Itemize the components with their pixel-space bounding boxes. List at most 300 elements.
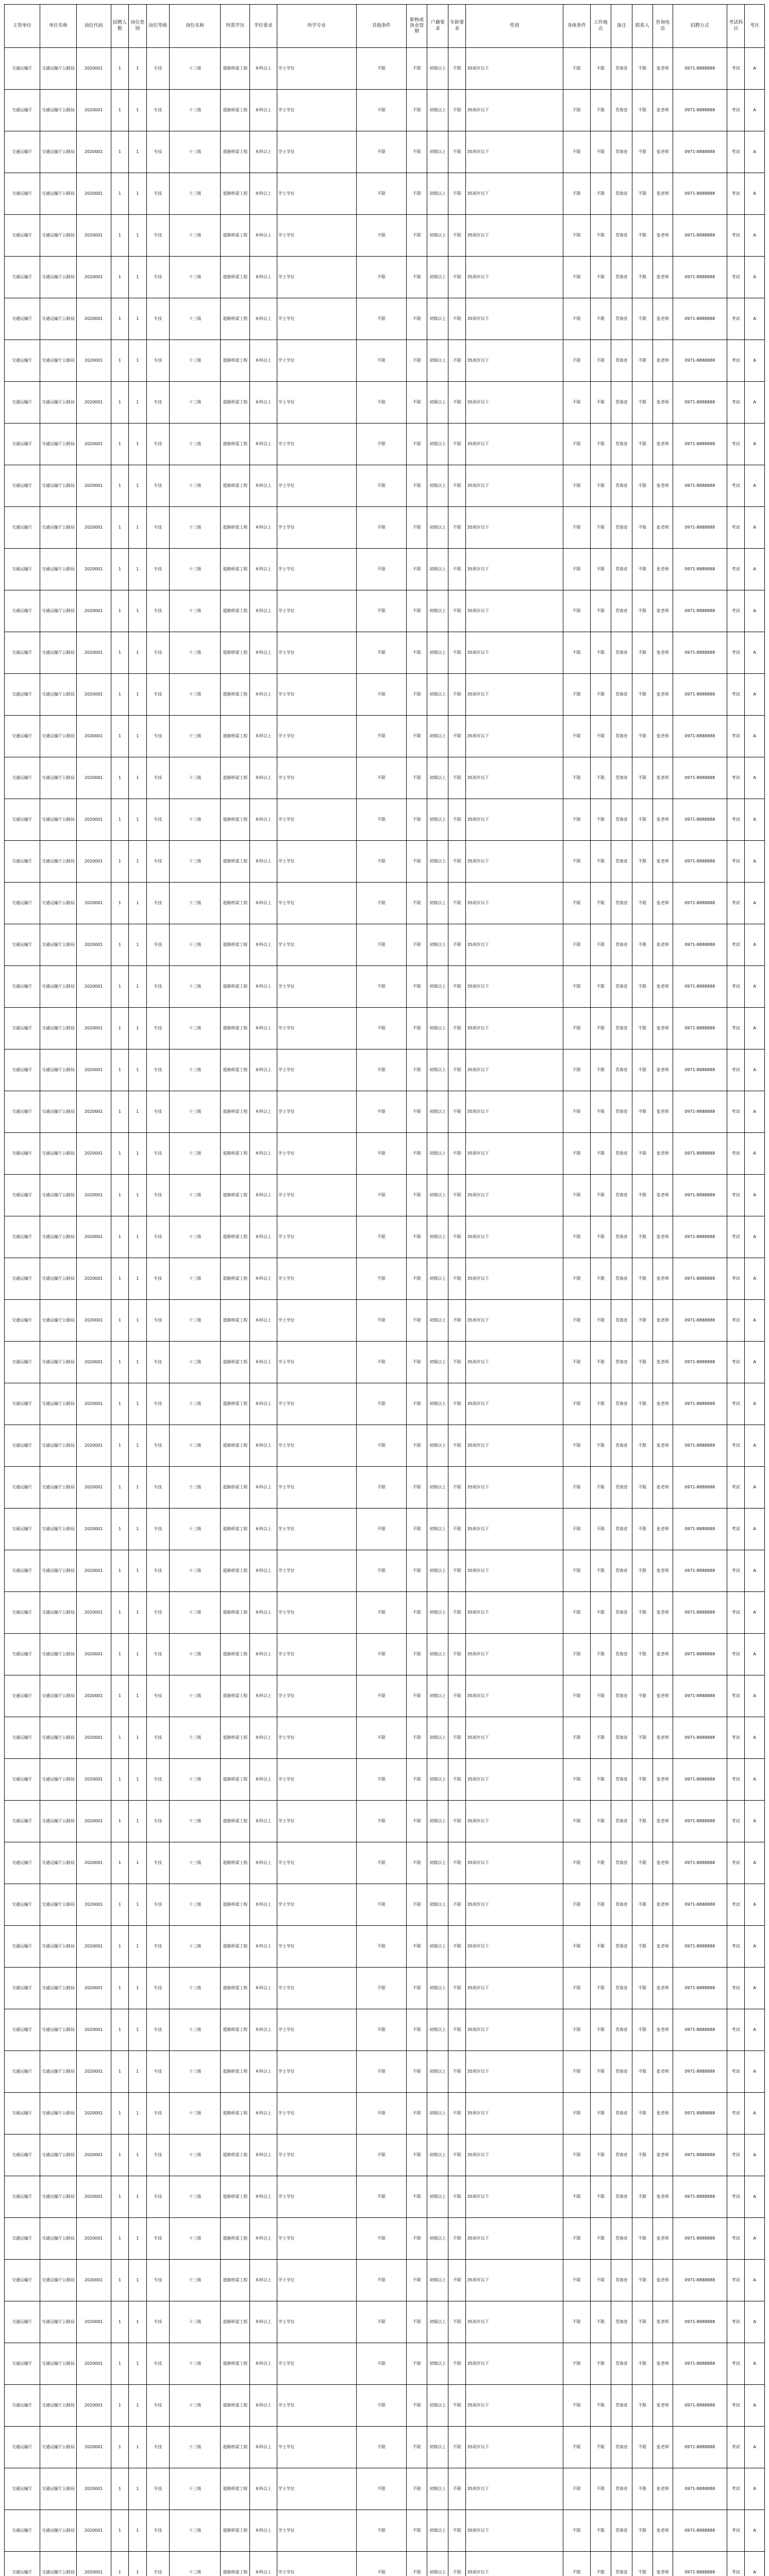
table-row xyxy=(5,1509,765,1550)
table-cell: 道路桥梁工程 xyxy=(221,841,250,883)
table-cell: 35周岁以下 xyxy=(466,674,563,716)
table-cell: 十三级 xyxy=(170,1968,221,2009)
table-cell: 本科以上 xyxy=(250,1467,277,1509)
table-cell: 2020001 xyxy=(76,1258,111,1300)
table-cell: 0971-8888888 xyxy=(673,2510,727,2552)
table-row xyxy=(5,1717,765,1759)
table-cell: 不限 xyxy=(406,1049,427,1091)
table-cell: 考试 xyxy=(727,883,744,924)
table-cell: 1 xyxy=(111,1509,128,1550)
table-cell: 1 xyxy=(129,757,146,799)
table-cell: 不限 xyxy=(448,1675,465,1717)
table-cell: 2020001 xyxy=(76,2134,111,2176)
table-cell: 不限 xyxy=(356,966,406,1008)
table-cell: 本科以上 xyxy=(250,549,277,590)
table-cell: 1 xyxy=(111,2301,128,2343)
table-cell: 不限 xyxy=(356,883,406,924)
table-cell: 0971-8888888 xyxy=(673,1383,727,1425)
table-cell: 不限 xyxy=(406,382,427,423)
table-cell: 不限 xyxy=(563,1133,590,1175)
table-cell: 本科以上 xyxy=(250,1342,277,1383)
table-cell: 不限 xyxy=(590,1258,611,1300)
table-cell: 1 xyxy=(129,173,146,215)
table-cell: 35周岁以下 xyxy=(466,2134,563,2176)
table-cell: 不限 xyxy=(590,1216,611,1258)
table-cell: 交通运输厅公路局 xyxy=(40,215,76,257)
table-cell: 不限 xyxy=(448,1425,465,1467)
table-cell: 不限 xyxy=(590,1509,611,1550)
table-cell: A xyxy=(745,799,765,841)
table-cell: 不限 xyxy=(632,1342,653,1383)
table-cell: 2020001 xyxy=(76,257,111,298)
table-cell: 不限 xyxy=(448,716,465,757)
table-cell: 十三级 xyxy=(170,883,221,924)
table-cell: 张老师 xyxy=(653,298,673,340)
table-cell: 不限 xyxy=(406,674,427,716)
table-cell: 交通运输厅公路局 xyxy=(40,1300,76,1342)
table-cell: 青海省 xyxy=(611,48,632,90)
table-cell: 交通运输厅 xyxy=(5,2510,40,2552)
table-row xyxy=(5,2301,765,2343)
table-cell: 1 xyxy=(111,1383,128,1425)
table-cell: 本科以上 xyxy=(250,1175,277,1216)
table-cell: 不限 xyxy=(632,2552,653,2576)
table-cell: 1 xyxy=(129,632,146,674)
table-row xyxy=(5,590,765,632)
table-cell: 不限 xyxy=(590,48,611,90)
table-cell: 交通运输厅 xyxy=(5,2468,40,2510)
table-cell: 青海省 xyxy=(611,1968,632,2009)
table-cell: 青海省 xyxy=(611,1550,632,1592)
table-cell: 不限 xyxy=(406,215,427,257)
table-cell: 不限 xyxy=(632,1842,653,1884)
table-row xyxy=(5,2093,765,2134)
table-cell: 道路桥梁工程 xyxy=(221,590,250,632)
table-cell: 0971-8888888 xyxy=(673,1675,727,1717)
table-cell: 交通运输厅公路局 xyxy=(40,2176,76,2218)
column-header: 备注 xyxy=(611,5,632,48)
table-cell: 不限 xyxy=(590,1049,611,1091)
table-cell: 专技 xyxy=(146,966,170,1008)
table-cell: 交通运输厅 xyxy=(5,507,40,549)
column-header: 联系人 xyxy=(632,5,653,48)
table-cell: 张老师 xyxy=(653,1342,673,1383)
table-cell: 本科以上 xyxy=(250,1008,277,1049)
table-cell: 交通运输厅 xyxy=(5,2176,40,2218)
table-cell: 不限 xyxy=(406,2510,427,2552)
table-cell: A xyxy=(745,48,765,90)
table-cell: 2020001 xyxy=(76,1467,111,1509)
table-cell: 考试 xyxy=(727,1342,744,1383)
table-cell: 交通运输厅公路局 xyxy=(40,632,76,674)
table-cell: 35周岁以下 xyxy=(466,1592,563,1634)
table-cell: 0971-8888888 xyxy=(673,2009,727,2051)
table-cell: 35周岁以下 xyxy=(466,1008,563,1049)
table-cell: 不限 xyxy=(448,2343,465,2385)
table-cell: 学士学位 xyxy=(277,507,356,549)
table-row xyxy=(5,1842,765,1884)
table-cell: 本科以上 xyxy=(250,1133,277,1175)
table-cell: 本科以上 xyxy=(250,2051,277,2093)
table-cell: 不限 xyxy=(632,716,653,757)
table-cell: 道路桥梁工程 xyxy=(221,2510,250,2552)
table-cell: 初级以上 xyxy=(427,966,448,1008)
table-cell: 1 xyxy=(111,1968,128,2009)
table-cell: 道路桥梁工程 xyxy=(221,966,250,1008)
table-row xyxy=(5,799,765,841)
table-cell: 考试 xyxy=(727,423,744,465)
table-cell: 初级以上 xyxy=(427,841,448,883)
table-cell: A xyxy=(745,590,765,632)
table-cell: 专技 xyxy=(146,2510,170,2552)
table-cell: 0971-8888888 xyxy=(673,1968,727,2009)
table-cell: 青海省 xyxy=(611,1049,632,1091)
table-cell: 不限 xyxy=(448,1509,465,1550)
table-cell: 交通运输厅公路局 xyxy=(40,2510,76,2552)
table-cell: 张老师 xyxy=(653,1717,673,1759)
table-cell: 专技 xyxy=(146,1634,170,1675)
table-cell: 交通运输厅 xyxy=(5,1342,40,1383)
table-cell: 不限 xyxy=(563,1300,590,1342)
table-cell: 道路桥梁工程 xyxy=(221,1425,250,1467)
table-cell: 专技 xyxy=(146,423,170,465)
table-cell: 学士学位 xyxy=(277,1592,356,1634)
table-cell: 不限 xyxy=(632,590,653,632)
table-cell: 1 xyxy=(129,1342,146,1383)
table-cell: 考试 xyxy=(727,799,744,841)
table-cell: 交通运输厅公路局 xyxy=(40,1383,76,1425)
table-cell: 不限 xyxy=(563,757,590,799)
table-cell: 学士学位 xyxy=(277,1842,356,1884)
column-header: 年龄要求 xyxy=(448,5,465,48)
column-header: 咨询电话 xyxy=(653,5,673,48)
table-cell: 不限 xyxy=(448,883,465,924)
table-cell: 不限 xyxy=(563,1801,590,1842)
table-cell: 初级以上 xyxy=(427,757,448,799)
table-cell: 张老师 xyxy=(653,966,673,1008)
table-cell: 考试 xyxy=(727,2427,744,2468)
table-cell: 1 xyxy=(111,883,128,924)
table-cell: 十三级 xyxy=(170,1592,221,1634)
table-cell: 35周岁以下 xyxy=(466,841,563,883)
table-cell: 1 xyxy=(111,799,128,841)
table-cell: 十三级 xyxy=(170,1258,221,1300)
table-cell: 交通运输厅公路局 xyxy=(40,2301,76,2343)
table-cell: 考试 xyxy=(727,173,744,215)
table-cell: 十三级 xyxy=(170,1467,221,1509)
table-cell: 初级以上 xyxy=(427,131,448,173)
table-cell: 不限 xyxy=(632,131,653,173)
table-cell: 初级以上 xyxy=(427,90,448,131)
table-cell: 专技 xyxy=(146,1550,170,1592)
table-cell: 本科以上 xyxy=(250,1675,277,1717)
table-cell: 专技 xyxy=(146,2552,170,2576)
table-cell: 不限 xyxy=(448,423,465,465)
table-cell: 不限 xyxy=(632,2427,653,2468)
table-cell: 0971-8888888 xyxy=(673,757,727,799)
table-cell: 0971-8888888 xyxy=(673,507,727,549)
table-cell: 35周岁以下 xyxy=(466,1675,563,1717)
table-cell: 不限 xyxy=(590,465,611,507)
table-cell: A xyxy=(745,90,765,131)
table-cell: 2020001 xyxy=(76,1717,111,1759)
table-cell: 0971-8888888 xyxy=(673,1759,727,1801)
table-cell: 1 xyxy=(129,1842,146,1884)
table-cell: 不限 xyxy=(406,131,427,173)
table-cell: 张老师 xyxy=(653,590,673,632)
table-cell: 0971-8888888 xyxy=(673,1133,727,1175)
table-cell: 道路桥梁工程 xyxy=(221,924,250,966)
table-cell: 0971-8888888 xyxy=(673,1425,727,1467)
table-cell: 考试 xyxy=(727,2260,744,2301)
table-cell: 道路桥梁工程 xyxy=(221,507,250,549)
table-cell: 不限 xyxy=(563,90,590,131)
table-cell: 十三级 xyxy=(170,173,221,215)
table-cell: 学士学位 xyxy=(277,1717,356,1759)
table-cell: 本科以上 xyxy=(250,1968,277,2009)
table-cell: 不限 xyxy=(632,1467,653,1509)
table-row xyxy=(5,465,765,507)
table-cell: 0971-8888888 xyxy=(673,2051,727,2093)
table-cell: 不限 xyxy=(448,1216,465,1258)
table-cell: 不限 xyxy=(448,1634,465,1675)
table-cell: 考试 xyxy=(727,1842,744,1884)
table-cell: 考试 xyxy=(727,1592,744,1634)
table-cell: 交通运输厅公路局 xyxy=(40,799,76,841)
table-cell: 青海省 xyxy=(611,2468,632,2510)
table-cell: 1 xyxy=(111,1133,128,1175)
table-cell: 0971-8888888 xyxy=(673,2176,727,2218)
table-cell: 不限 xyxy=(632,423,653,465)
table-cell: 0971-8888888 xyxy=(673,1550,727,1592)
table-cell: 不限 xyxy=(563,632,590,674)
table-cell: 不限 xyxy=(406,1634,427,1675)
table-cell: 35周岁以下 xyxy=(466,1342,563,1383)
table-cell: 2020001 xyxy=(76,2468,111,2510)
table-cell: 不限 xyxy=(406,716,427,757)
table-cell: 学士学位 xyxy=(277,2468,356,2510)
table-cell: 不限 xyxy=(406,1842,427,1884)
table-cell: 交通运输厅公路局 xyxy=(40,1801,76,1842)
table-cell: 十三级 xyxy=(170,1133,221,1175)
table-cell: 2020001 xyxy=(76,1509,111,1550)
table-cell: 不限 xyxy=(590,1634,611,1675)
table-cell: 35周岁以下 xyxy=(466,799,563,841)
table-cell: 交通运输厅 xyxy=(5,2051,40,2093)
table-cell: 学士学位 xyxy=(277,1133,356,1175)
table-cell: 不限 xyxy=(406,423,427,465)
table-cell: 不限 xyxy=(448,2260,465,2301)
table-cell: 35周岁以下 xyxy=(466,757,563,799)
table-cell: 十三级 xyxy=(170,48,221,90)
table-cell: 专技 xyxy=(146,1258,170,1300)
table-cell: 1 xyxy=(129,465,146,507)
table-cell: 1 xyxy=(111,340,128,382)
table-cell: 1 xyxy=(111,1842,128,1884)
table-cell: 不限 xyxy=(356,2510,406,2552)
table-cell: 不限 xyxy=(448,1884,465,1926)
table-cell: 不限 xyxy=(406,2218,427,2260)
table-cell: 不限 xyxy=(632,1675,653,1717)
table-cell: 交通运输厅 xyxy=(5,924,40,966)
table-cell: 不限 xyxy=(563,674,590,716)
table-cell: 不限 xyxy=(406,1884,427,1926)
table-cell: 不限 xyxy=(448,1091,465,1133)
table-cell: 1 xyxy=(129,1175,146,1216)
table-cell: 十三级 xyxy=(170,1175,221,1216)
table-cell: 交通运输厅公路局 xyxy=(40,1467,76,1509)
table-cell: 不限 xyxy=(406,841,427,883)
table-cell: 本科以上 xyxy=(250,841,277,883)
table-cell: 不限 xyxy=(563,2260,590,2301)
table-cell: 不限 xyxy=(356,173,406,215)
table-cell: 35周岁以下 xyxy=(466,1091,563,1133)
table-cell: 不限 xyxy=(632,924,653,966)
table-cell: 不限 xyxy=(356,716,406,757)
table-cell: 交通运输厅 xyxy=(5,340,40,382)
table-cell: 本科以上 xyxy=(250,2343,277,2385)
table-cell: 交通运输厅 xyxy=(5,883,40,924)
table-cell: 十三级 xyxy=(170,2176,221,2218)
table-cell: 35周岁以下 xyxy=(466,257,563,298)
table-cell: A xyxy=(745,757,765,799)
table-cell: 不限 xyxy=(406,757,427,799)
table-cell: 不限 xyxy=(406,1717,427,1759)
table-cell: 0971-8888888 xyxy=(673,2134,727,2176)
table-cell: 专技 xyxy=(146,924,170,966)
table-cell: 2020001 xyxy=(76,1884,111,1926)
table-cell: 道路桥梁工程 xyxy=(221,1801,250,1842)
table-cell: 不限 xyxy=(356,2093,406,2134)
table-cell: 不限 xyxy=(563,2427,590,2468)
table-row xyxy=(5,1550,765,1592)
table-cell: 交通运输厅公路局 xyxy=(40,1049,76,1091)
table-cell: 道路桥梁工程 xyxy=(221,1675,250,1717)
table-cell: 35周岁以下 xyxy=(466,2385,563,2427)
table-cell: 35周岁以下 xyxy=(466,1467,563,1509)
table-cell: 学士学位 xyxy=(277,48,356,90)
table-cell: A xyxy=(745,2009,765,2051)
table-cell: 初级以上 xyxy=(427,1926,448,1968)
table-cell: 初级以上 xyxy=(427,1592,448,1634)
table-cell: 青海省 xyxy=(611,799,632,841)
column-header: 职称或执业资格 xyxy=(406,5,427,48)
table-cell: 交通运输厅 xyxy=(5,173,40,215)
table-cell: 专技 xyxy=(146,382,170,423)
table-cell: 1 xyxy=(111,465,128,507)
table-cell: 十三级 xyxy=(170,215,221,257)
column-header: 工作地点 xyxy=(590,5,611,48)
table-cell: 张老师 xyxy=(653,215,673,257)
table-cell: 专技 xyxy=(146,340,170,382)
table-cell: 交通运输厅 xyxy=(5,1175,40,1216)
table-cell: 不限 xyxy=(448,215,465,257)
table-cell: 不限 xyxy=(356,340,406,382)
table-cell: 不限 xyxy=(356,1968,406,2009)
table-cell: 35周岁以下 xyxy=(466,2301,563,2343)
table-cell: 本科以上 xyxy=(250,2260,277,2301)
table-cell: 初级以上 xyxy=(427,1801,448,1842)
table-cell: 不限 xyxy=(448,382,465,423)
table-cell: A xyxy=(745,1300,765,1342)
table-cell: 专技 xyxy=(146,1383,170,1425)
table-cell: 不限 xyxy=(590,2343,611,2385)
table-cell: 青海省 xyxy=(611,173,632,215)
table-cell: 交通运输厅 xyxy=(5,1300,40,1342)
table-cell: 专技 xyxy=(146,1008,170,1049)
table-cell: 35周岁以下 xyxy=(466,2468,563,2510)
table-cell: 2020001 xyxy=(76,2093,111,2134)
table-cell: 十三级 xyxy=(170,1300,221,1342)
table-row xyxy=(5,1383,765,1425)
recruitment-table xyxy=(4,4,765,2576)
table-cell: 专技 xyxy=(146,2343,170,2385)
table-cell: 考试 xyxy=(727,1509,744,1550)
table-cell: 不限 xyxy=(448,2176,465,2218)
table-cell: 本科以上 xyxy=(250,1300,277,1342)
table-cell: 35周岁以下 xyxy=(466,716,563,757)
table-cell: 不限 xyxy=(356,2260,406,2301)
table-cell: 不限 xyxy=(590,1759,611,1801)
table-cell: 专技 xyxy=(146,2176,170,2218)
table-cell: 初级以上 xyxy=(427,2427,448,2468)
table-row xyxy=(5,1592,765,1634)
table-cell: 不限 xyxy=(406,1216,427,1258)
table-cell: 学士学位 xyxy=(277,841,356,883)
column-header: 所学专业 xyxy=(277,5,356,48)
table-cell: 专技 xyxy=(146,716,170,757)
table-cell: 交通运输厅 xyxy=(5,423,40,465)
table-cell: 2020001 xyxy=(76,298,111,340)
table-cell: 张老师 xyxy=(653,2093,673,2134)
table-cell: 本科以上 xyxy=(250,257,277,298)
table-cell: 道路桥梁工程 xyxy=(221,173,250,215)
table-cell: 不限 xyxy=(632,1550,653,1592)
table-cell: A xyxy=(745,215,765,257)
table-cell: 张老师 xyxy=(653,2552,673,2576)
table-cell: 不限 xyxy=(406,1467,427,1509)
table-cell: 不限 xyxy=(590,298,611,340)
table-cell: 35周岁以下 xyxy=(466,2343,563,2385)
table-cell: 张老师 xyxy=(653,1091,673,1133)
table-row xyxy=(5,2176,765,2218)
table-cell: 不限 xyxy=(448,1133,465,1175)
table-cell: 道路桥梁工程 xyxy=(221,716,250,757)
table-cell: 初级以上 xyxy=(427,1842,448,1884)
table-cell: 专技 xyxy=(146,465,170,507)
table-cell: 不限 xyxy=(448,1926,465,1968)
table-cell: 不限 xyxy=(590,2134,611,2176)
table-cell: 交通运输厅公路局 xyxy=(40,757,76,799)
table-cell: 不限 xyxy=(563,1342,590,1383)
table-cell: 十三级 xyxy=(170,2468,221,2510)
table-cell: 十三级 xyxy=(170,382,221,423)
table-cell: 不限 xyxy=(448,799,465,841)
table-cell: 考试 xyxy=(727,1467,744,1509)
table-row xyxy=(5,924,765,966)
table-cell: 不限 xyxy=(448,465,465,507)
table-cell: 不限 xyxy=(632,1383,653,1425)
table-cell: 道路桥梁工程 xyxy=(221,1634,250,1675)
table-cell: 交通运输厅公路局 xyxy=(40,1509,76,1550)
table-cell: 道路桥梁工程 xyxy=(221,340,250,382)
table-cell: 张老师 xyxy=(653,1300,673,1342)
table-cell: A xyxy=(745,2385,765,2427)
table-cell: 道路桥梁工程 xyxy=(221,1342,250,1383)
table-cell: 2020001 xyxy=(76,1759,111,1801)
table-cell: 张老师 xyxy=(653,1509,673,1550)
table-cell: 交通运输厅 xyxy=(5,1383,40,1425)
